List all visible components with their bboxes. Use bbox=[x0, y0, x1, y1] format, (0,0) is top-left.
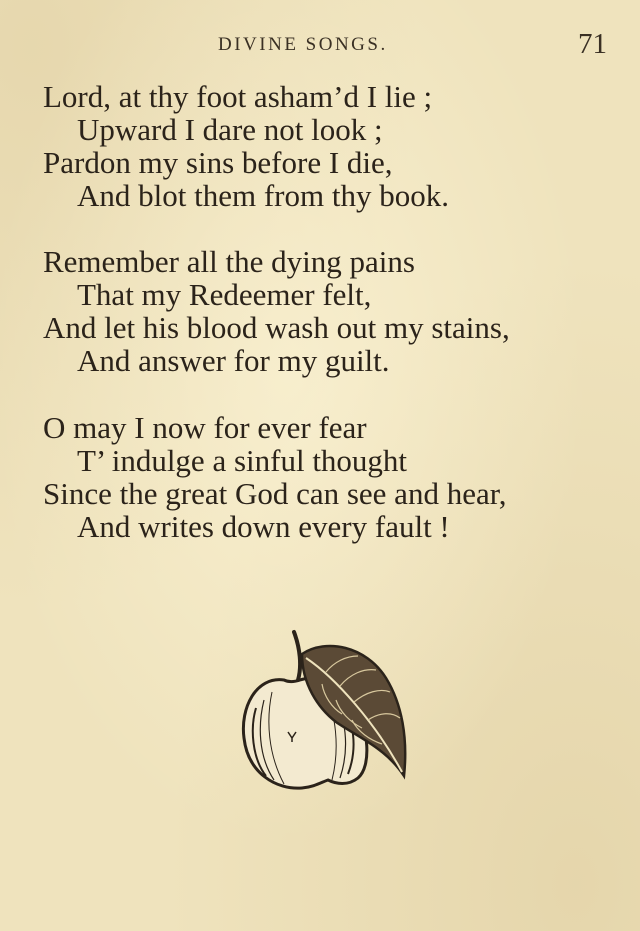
verse-line: That my Redeemer felt, bbox=[77, 277, 372, 312]
apple-with-leaf-icon bbox=[236, 628, 416, 798]
verse-line: And answer for my guilt. bbox=[77, 343, 390, 378]
verse-line: Upward I dare not look ; bbox=[77, 112, 383, 147]
verse-line: Pardon my sins before I die, bbox=[43, 145, 393, 180]
verse-line: Lord, at thy foot asham’d I lie ; bbox=[43, 79, 433, 114]
verse-line: T’ indulge a sinful thought bbox=[77, 443, 408, 478]
page-number: 71 bbox=[578, 28, 607, 60]
verse-line: Remember all the dying pains bbox=[43, 244, 415, 279]
verse-line: And writes down every fault ! bbox=[77, 509, 450, 544]
running-title: DIVINE SONGS. bbox=[218, 34, 388, 55]
verse-line: And let his blood wash out my stains, bbox=[43, 310, 510, 345]
verse-line: O may I now for ever fear bbox=[43, 410, 367, 445]
verse-line: And blot them from thy book. bbox=[77, 178, 449, 213]
verse-line: Since the great God can see and hear, bbox=[43, 476, 507, 511]
running-head bbox=[0, 30, 640, 60]
